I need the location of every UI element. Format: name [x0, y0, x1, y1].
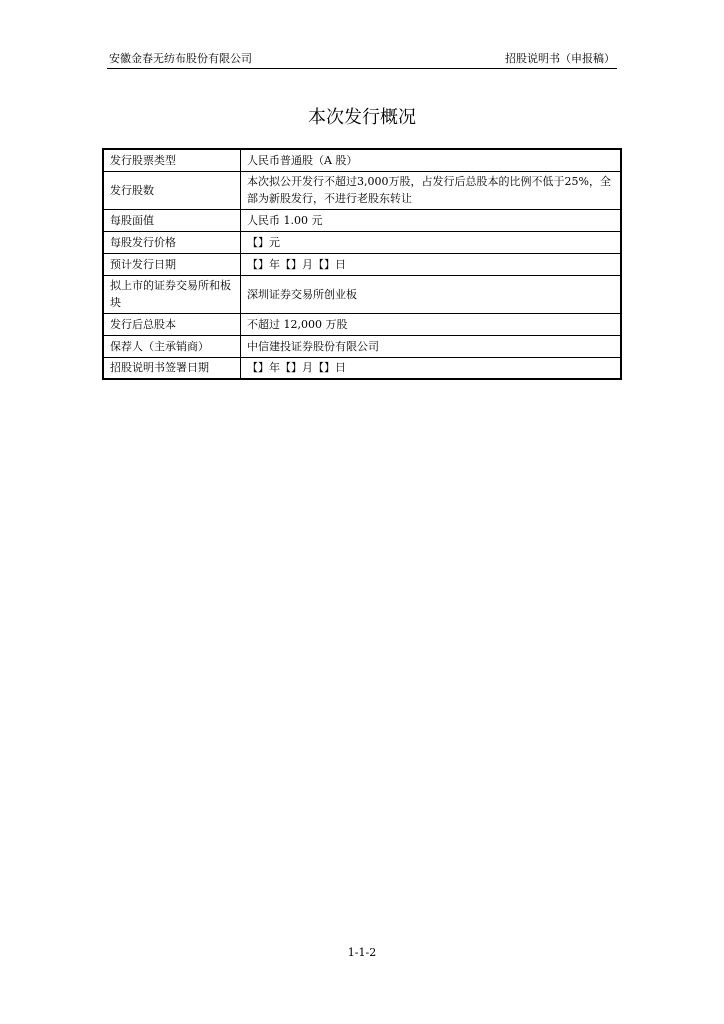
table-row — [103, 149, 621, 171]
row-label: 每股发行价格 — [103, 231, 241, 253]
row-label: 保荐人（主承销商） — [103, 335, 241, 357]
row-value: 不超过 12,000 万股 — [241, 313, 622, 335]
row-label: 每股面值 — [103, 209, 241, 231]
page-title: 本次发行概况 — [308, 107, 416, 128]
row-label: 发行后总股本 — [103, 313, 241, 335]
row-value: 【】年【】月【】日 — [241, 357, 622, 379]
row-label: 预计发行日期 — [103, 253, 241, 275]
table-row — [103, 209, 621, 231]
offering-summary-table — [102, 148, 622, 380]
row-value: 深圳证券交易所创业板 — [241, 275, 622, 313]
document-type: 招股说明书（申报稿） — [505, 52, 615, 65]
table-row — [103, 313, 621, 335]
page-number: 1-1-2 — [347, 946, 377, 959]
table-row — [103, 357, 621, 379]
row-value: 中信建投证券股份有限公司 — [241, 335, 622, 357]
row-value: 【】年【】月【】日 — [241, 253, 622, 275]
company-name: 安徽金春无纺布股份有限公司 — [109, 52, 252, 65]
row-value: 人民币普通股（A 股） — [241, 149, 622, 171]
row-value: 【】元 — [241, 231, 622, 253]
row-label: 招股说明书签署日期 — [103, 357, 241, 379]
table-row — [103, 253, 621, 275]
row-value: 本次拟公开发行不超过3,000万股，占发行后总股本的比例不低于25%，全部为新股发行，不进行老股东转让 — [241, 171, 622, 209]
page-header — [107, 50, 617, 69]
row-label: 拟上市的证券交易所和板块 — [103, 275, 241, 313]
table-row — [103, 275, 621, 313]
row-value: 人民币 1.00 元 — [241, 209, 622, 231]
row-label: 发行股数 — [103, 171, 241, 209]
table-row — [103, 171, 621, 209]
table-row — [103, 335, 621, 357]
table-row — [103, 231, 621, 253]
row-label: 发行股票类型 — [103, 149, 241, 171]
